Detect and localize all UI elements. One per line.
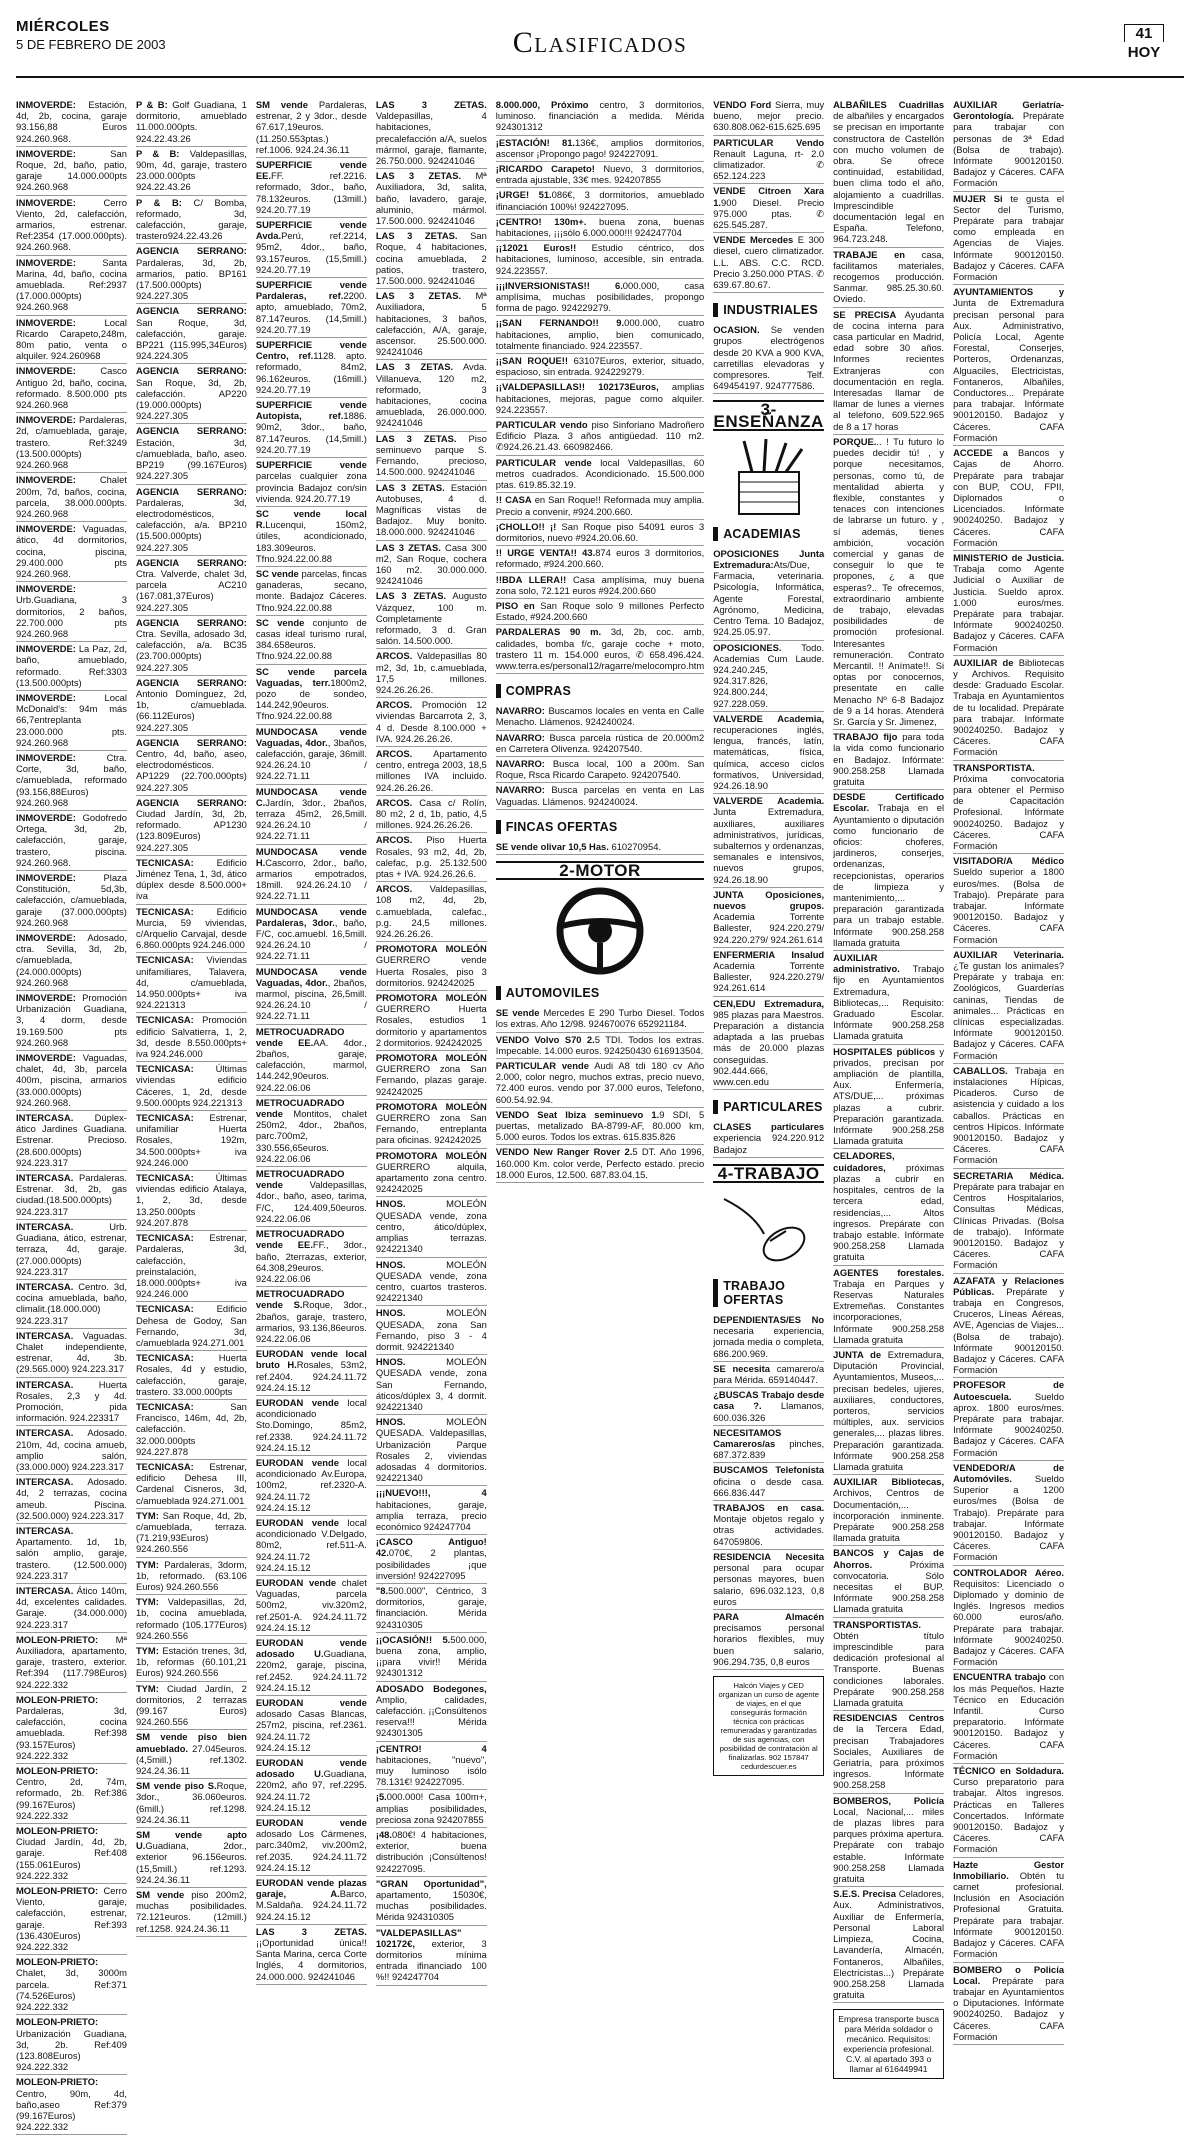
classified-ad: VENDO Ford Sierra, muy bueno, mejor precio. 630.808.062-615.625.695 (713, 98, 824, 136)
classified-ad: INMOVERDE: La Paz, 2d, baño, amueblado, reformado. Ref:3303 (13.500.000pts) (16, 642, 127, 691)
classified-ad: EURODAN vende plazas garaje, A.Barco, M.Saldaña. 924.24.11.72 924.24.15.12 (256, 1876, 367, 1925)
classified-ad: PORQUE... ! Tu futuro lo puedes decidir tú! , y porque necesitamos, personas, como tú, de mentalidad abierta y flexible, constantes y tenaces con intenciones de labrarse un futuro. y , sí además, tienes ambición, vocación comercial y ganas de conseguir lo que te propones, ¿ a que esperas?.. Te ofrecemos, extraordinario ambiente de trabajo, elevadas posibilidades de promoción profesional. Interesantes remuneración. Contrato Mercantil. !! Anímate!!. Si optas por conocernos, presentate en calle Menacho Nº 6-8 Badajoz de 9 a 14 horas. Atenderá Sr. García y Sr. Jimenez, (833, 435, 944, 730)
classified-ad: CEN,EDU Extremadura, 985 plazas para Maestros. Preparación a distancia adaptada a las pruebas más de 20.000 plazas conseguidas. 902.444.666, www.cen.edu (713, 997, 824, 1091)
classified-ad: INTERCASA. Vaguadas. Chalet independiente, estrenar, 4d, 3b. (29.565.000) 924.223.317 (16, 1329, 127, 1378)
section-title: Clasificados (512, 26, 688, 59)
classified-ad: SUPERFICIE vende EE.FF. ref.2216. reformado, 3dor., baño, 78.132euros. (13mill.) 924.20.77.19 (256, 158, 367, 218)
classified-ad: HNOS. MOLEÓN QUESADA. Valdepasillas, Urbanización Parque Rosales 2, viviendas adosadas 4 dormitorios. 924221340 (376, 1415, 487, 1486)
section-ensenanza: 3-ENSEÑANZA (713, 400, 824, 431)
column-7 (833, 98, 944, 2135)
classified-ad: HNOS. MOLEÓN QUESADA, zona San Fernando, piso 3 - 4 dormit. 924221340 (376, 1306, 487, 1355)
classified-ad: ¡¡¡NUEVO!!!, 4 habitaciones, garaje, amplia terraza, precio económico 924247704 (376, 1486, 487, 1535)
notice-box-travel-course: Halcón Viajes y CED organizan un curso de agente de viajes, en el que conseguirás formación técnica con prácticas remuneradas y garantizadas de sus agencias, con posibilidad de contratación al finalizarlas. 902 157847 cedurdescuer.es (713, 1676, 824, 1776)
classified-ad: TECNICASA: Edificio Murcia, 59 viviendas, c/Arquelio Carvajal, desde 6.860.000pts 924.246.000 (136, 905, 247, 954)
classified-ad: INMOVERDE: Vaguadas, chalet, 4d, 3b, parcela 400m, piscina, armarios (33.000.000pts) 924.260.968. (16, 1051, 127, 1111)
classified-ad: INTERCASA. Adosado. 4d, 2 terrazas, cocina ameub. Piscina. (32.500.000) 924.223.317 (16, 1475, 127, 1524)
classified-ad: P & B: C/ Bomba, reformado, 3d, calefacción, garaje, trastero924.22.43.26 (136, 196, 247, 245)
classified-ad: PROMOTORA MOLEÓN GUERRERO vende Huerta Rosales, piso 3 dormitorios. 924242025 (376, 942, 487, 991)
classified-ad: AUXILIAR de Bibliotecas y Archivos. Requisito desde: Graduado Escolar. Trabaja en Ayuntamientos de tu localidad. Prepárate para trabajar. Infórmate 900240250. Badajoz y Cáceres. CAFA Formación (953, 656, 1064, 761)
classified-ad: SM vende apto U.Guadiana, 2dor., exterior 96.156euros. (15,5mill.) ref.1293. 924.24.36.11 (136, 1828, 247, 1888)
classified-ad: ¡ESTACIÓN! 81.136€, amplios dormitorios, ascensor ¡Propongo pago! 924227091. (496, 136, 704, 162)
classified-ad: INTERCASA. Centro. 3d, cocina amueblada, baño, climalit.(18.000.000) 924.223.317 (16, 1280, 127, 1329)
section-fincas-ofertas: FINCAS OFERTAS (496, 820, 704, 834)
classified-ad: MINISTERIO de Justicia. Trabaja como Agente Judicial o Auxiliar de Justicia. Sueldo aprox. 1.000 euros/mes. Prepárate para trabajar. Infórmate 900240250. Badajoz y Cáceres. CAFA Formación (953, 551, 1064, 656)
classified-ad: ¡5.000.000! Casa 100m+, amplias posibilidades, preciosa zona 924207855 (376, 1790, 487, 1828)
newspaper-brand: HOY (1127, 44, 1161, 61)
pencil-cup-icon (714, 437, 824, 517)
classified-ad: TYM: Valdepasillas, 2d, 1b, cocina amueblada, reformado (105.177Euros) 924.260.556 (136, 1595, 247, 1644)
classified-ad: TYM: Ciudad Jardín, 2 dormitorios, 2 terrazas (99.167 Euros) 924.260.556 (136, 1682, 247, 1731)
classified-ad: SM vende piso bien amueblado. 27.045euros. (4,5mill.) ref.1302. 924.24.36.11 (136, 1730, 247, 1779)
classified-ad: MOLEON-PRIETO: Cerro Viento, garaje, calefacción, estrenar, garaje. Ref:393 (136.430Euros) 924.222.332 (16, 1884, 127, 1955)
classified-ad: JUNTA Oposiciones, nuevos grupos. Academia Torrente Ballester, 924.220.279/ 924.220.279/ 924.261.614 (713, 888, 824, 948)
classified-ad: BOMBERO o Policía Local. Prepárate para trabajar en Ayuntamientos o Diputaciones. Infórmate 900240250. Badajoz y Cáceres. CAFA Formación (953, 1963, 1064, 2045)
classified-ad: PARA Almacén precisamos personal horarios flexibles, muy buen salario, 906.294.735, 0,8 euros (713, 1610, 824, 1670)
classified-ad: INMOVERDE: Chalet 200m, 7d, baños, cocina, parcela, 38.000.000pts. 924.260.968 (16, 473, 127, 522)
classified-ad: SC vende parcela Vaguadas, terr.1800m2, pozo de sondeo, 144.242,90euros. Tfno.924.22.00.88 (256, 665, 367, 725)
classified-ad: TRABAJOS en casa. Montaje objetos regalo y otras actividades. 647059806. (713, 1501, 824, 1550)
classified-ad: ¡URGE! 51.086€, 3 dormitorios, amueblado ifinanciación 100%! 924227095. (496, 188, 704, 214)
classified-ad: BANCOS y Cajas de Ahorros. Próxima convocatoria. Sólo necesitas el BUP. Infórmate 900.258.258 Llamada gratuita (833, 1546, 944, 1617)
classified-ad: INMOVERDE: Estación, 4d, 2b, cocina, garaje 93.156,88 Euros 924.260.968. (16, 98, 127, 147)
classified-ad: INMOVERDE: Local McDonald's: 94m más 66,7entreplanta 23.000.000 pts. 924.260.968 (16, 691, 127, 751)
section-automoviles: AUTOMOVILES (496, 986, 704, 1000)
classified-ad: TECNICASA: Edificio Dehesa de Godoy, San Fernando, 3d, c/amueblada 924.271.001 (136, 1302, 247, 1351)
classified-ad: !! CASA en San Roque!! Reformada muy amplia. Precio a convenir, #924.200.660. (496, 493, 704, 519)
classified-ad: ¡CHOLLO!! ¡! San Roque piso 54091 euros 3 dormitorios, nuevo #924.20.06.60. (496, 520, 704, 546)
classified-ad: SUPERFICIE vende Pardaleras, ref.2200. apto, amueblado, 70m2, 87.147euros. (14,5mill.) 924.20.77.19 (256, 278, 367, 338)
section-trabajo: 4-TRABAJO (713, 1164, 824, 1183)
classified-ad: TECNICASA: Huerta Rosales, 4d y estudio, calefacción, garaje, trastero. 33.000.000pts (136, 1351, 247, 1400)
classified-ad: INMOVERDE: Vaguadas, ático, 4d dormitorios, cocina, piscina, 29.400.000 pts 924.260.968. (16, 522, 127, 582)
classified-ad: SM vende Pardaleras, estrenar, 2 y 3dor., desde 67.617,19euros. (11.250.553ptas.) ref.1006. 924.24.36.11 (256, 98, 367, 158)
classified-ad: RESIDENCIA Necesita personal para ocupar personas mayores, buen salario, 696.032.123, 0,8 euros (713, 1550, 824, 1610)
column-1 (16, 98, 127, 2135)
classified-ad: NAVARRO: Buscamos locales en venta en Calle Menacho. Llámenos. 924240024. (496, 704, 704, 730)
classified-ad: AZAFATA y Relaciones Públicas. Prepárate y trabaja en Congresos, Cruceros, Líneas Aéreas, AVE, Agencias de Viajes...(Bolsa de trabajo). Infórmate 900120150. Badajoz y Cáceres. CAFA Formación (953, 1274, 1064, 1379)
classified-ad: ADOSADO Bodegones, Amplio, calidades, calefacción. ¡¡Consúltenos reserva!!! Mérida 924301305 (376, 1682, 487, 1742)
classified-ad: PARTICULAR vende local Valdepasillas, 60 metros cuadrados. Acondicionado. 15.500.000 ptas. 619.85.32.19. (496, 456, 704, 494)
classified-ad: LAS 3 ZETAS. Estación Autobuses, 4 d. Magníficas vistas de Badajoz. Muy bonito. 18.000.000. 924241046 (376, 481, 487, 541)
section-industriales: INDUSTRIALES (713, 303, 824, 317)
classified-ad: ¡CENTRO! 130m+. buena zona, buenas habitaciones, ¡¡¡sólo 6.000.000!!! 924247704 (496, 215, 704, 241)
column-2 (136, 98, 247, 2135)
classified-ad: SUPERFICIE vende Autopista, ref.1886. 90m2, 3dor., baño, 87.147euros. (14,5mill.) 924.20.77.19 (256, 398, 367, 458)
classified-ad: TECNICASA: Estrenar, Pardaleras, 3d, calefacción, preinstalación, 18.000.000pts+ iva 924.246.000 (136, 1231, 247, 1302)
classified-ad: !!BDA LLERA!! Casa amplísima, muy buena zona solo, 72.121 euros #924.200.660 (496, 573, 704, 599)
classified-ad: NECESITAMOS Camareros/as pinches, 687.372.839 (713, 1426, 824, 1464)
classified-ad: INMOVERDE: Promoción Urbanización Guadiana, 3, 4 dorm, desde 19.169.500 pts 924.260.968 (16, 991, 127, 1051)
classified-ad: LAS 3 ZETAS. Valdepasillas, 4 habitaciones, precalefacción a/A, suelos mármol, garaje, flamante, 26.750.000. 924241046 (376, 98, 487, 169)
classified-ad: METROCUADRADO vende EE.FF., 3dor., baño, 2terrazas, exterior, 64.308,29euros. 924.22.06.06 (256, 1227, 367, 1287)
classified-ad: MOLEON-PRIETO: Chalet, 3d, 3000m parcela. Ref:371 (74.526Euros) 924.222.332 (16, 1955, 127, 2015)
classified-ad: AUXILIAR Geriatría-Gerontología. Prepárate para trabajar con personas de 3ª Edad (Bolsa de trabajo). Infórmate 900120150. Badajoz y Cáceres. CAFA Formación (953, 98, 1064, 192)
classified-ad: "VALDEPASILLAS" 102172€, exterior, 3 dormitorios mínima entrada ifinanciado 100 %!! 924247704 (376, 1926, 487, 1986)
classified-ad: ARCOS. Casa c/ Rolín, 80 m2, 2 d, 1b, patio, 4,5 millones. 924.26.26.26. (376, 796, 487, 834)
classified-ad: "GRAN Oportunidad", apartamento, 15030€, muchas posibilidades. Mérida 924310305 (376, 1877, 487, 1926)
classified-ad: SECRETARIA Médica. Prepárate para trabajar en Centros Hospitalarios, Consultas Médicas, Clínicas Privadas. (Bolsa de trabajo). Infórmate 900120150. Badajoz y Cáceres. CAFA Formación (953, 1169, 1064, 1274)
classified-ad: VENDE Citroen Xara 1.900 Diesel. Precio 975.000 ptas. ✆ 625.545.287. (713, 184, 824, 233)
classified-ad: VENDEDOR/A de Automóviles. Sueldo Superior a 1200 euros/mes (Bolsa de Trabajo). Prepárate para trabajar. Infórmate 900120150. Badajoz y Cáceres. CAFA Formación (953, 1461, 1064, 1566)
classified-ad: DESDE Certificado Escolar. Trabaja en el Ayuntamiento o diputación como funcionario de oficios: choferes, jardineros, conserjes, ordenanzas, recepcionistas, operarios de limpieza y mantenimiento,... preparación garantizada para un trabajo estable. Infórmate 900.258.258 llamada gratuita (833, 790, 944, 951)
classified-ad: PROFESOR de Autoescuela. Sueldo aprox. 1800 euros/mes. Prepárate para trabajar. Infórmate 900240250. Badajoz y Cáceres. CAFA Formación (953, 1378, 1064, 1460)
classified-ad: ¡¡OCASIÓN!! 5.500.000, buena zona, amplio, ¡¡para vivir!! Mérida 924301312 (376, 1633, 487, 1682)
classified-ad: BUSCAMOS Telefonista oficina o desde casa. 666.836.447 (713, 1463, 824, 1501)
classified-ad: METROCUADRADO vende Montitos, chalet 250m2, 4dor., 2baños, parc.700m2, 330.556,65euros. 924.22.06.06 (256, 1096, 367, 1167)
classified-ad: SC vende parcelas, fincas ganaderas, secano, monte. Badajoz Cáceres. Tfno.924.22.00.88 (256, 567, 367, 616)
classified-ad: EURODAN vende local acondicionado Av.Europa, 100m2, ref.2320-A. 924.24.11.72 924.24.15.12 (256, 1456, 367, 1516)
classified-ad: MOLEON-PRIETO: Mª Auxiliadora, apartamento, garaje, trastero, exterior. Ref:394 (117.798Euros) 924.222.332 (16, 1633, 127, 1693)
classified-ad: TECNICASA: San Francisco, 146m, 4d, 2b, calefacción. 32.000.000pts 924.227.878 (136, 1400, 247, 1460)
classified-ad: PROMOTORA MOLEÓN GUERRERO Huerta Rosales, estudios 1 dormitorio y apartamentos 2 dormitorios. 924242025 (376, 991, 487, 1051)
classified-ad: PARTICULAR Vendo Renault Laguna, rt- 2.0 climatizador. ✆ 652.124.223 (713, 136, 824, 185)
classified-ad: OCASION. Se venden grupos electrógenos desde 20 KVA a 900 KVA, carretillas elevadoras y compresores. Telf. 649454197. 924777586. (713, 323, 824, 394)
classified-ad: VENDO New Ranger Rover 2.5 DT. Año 1996, 160.000 Km. color verde, Perfecto estado. precio 18.000 Euros, 12.500. 687.83.04.15. (496, 1145, 704, 1183)
classified-ad: P & B: Golf Guadiana, 1 dormitorio, amueblado 11.000.000pts. 924.22.43.26 (136, 98, 247, 147)
classified-ad: SC vende conjunto de casas ideal turismo rural, 384.658euros. Tfno.924.22.00.88 (256, 616, 367, 665)
classified-ad: ¡¡SAN ROQUE!! 63107Euros, exterior, situado, espacioso, sin entrada. 924229279. (496, 354, 704, 380)
classified-ad: TYM: Pardaleras, 3dorm, 1b, reformado. (63.106 Euros) 924.260.556 (136, 1558, 247, 1596)
classified-ad: INTERCASA. Dúplex-ático Jardines Guadiana. Estrenar. Precioso.(28.600.000pts) 924.223.317 (16, 1111, 127, 1171)
classified-ad: SC vende local R.Lucenqui, 150m2, útiles, acondicionado, 183.309euros. Tfno.924.22.00.88 (256, 507, 367, 567)
classified-ad: ALBAÑILES Cuadrillas de albañiles y encargados se precisan en importante constructora de Castellón con mucho volumen de obra. Se ofrece continuidad, estabilidad, buen clima todo el año, alojamiento a cuadrillas. Imprescindible documentación legal en España. Telefono, 964.723.248. (833, 98, 944, 248)
classified-ad: INMOVERDE: Urb.Guadiana, 3 dormitorios, 2 baños, 22.700.000 pts 924.260.968 (16, 582, 127, 642)
classified-ad: AGENCIA SERRANO: Centro, 4d, baño, aseo, electrodomésticos. AP1229 (22.700.000pts) 924.227.305 (136, 736, 247, 796)
classified-ad: LAS 3 ZETAS. ¡¡Oportunidad única!! Santa Marina, cerca Corte Inglés, 4 dormitorios, 24.000.000. 924241046 (256, 1925, 367, 1985)
page-header (16, 18, 1184, 88)
classified-ad: AGENCIA SERRANO: San Roque, 3d, calefacción, garaje. BP221 (115.995,34Euros) 924.224.305 (136, 304, 247, 364)
classified-ad: TECNICASA: Últimas viviendas edificio Atalaya, 1, 2, 3d, desde 13.250.000pts 924.207.878 (136, 1171, 247, 1231)
classified-ad: AGENCIA SERRANO: Pardaleras, 3d, electrodomésticos, calefacción, a/a. BP210 (15.500.000pts) 924.227.305 (136, 485, 247, 556)
classified-ad: CLASES particulares experiencia 924.220.912 Badajoz (713, 1120, 824, 1158)
classified-ad: AGENCIA SERRANO: San Roque, 3d, 2b, calefacción. AP220 (19.000.000pts) 924.227.305 (136, 364, 247, 424)
classified-ad: INMOVERDE: Pardaleras, 2d, c/amueblada, garaje, trastero. Ref:3249 (13.500.000pts) 924.260.968 (16, 413, 127, 473)
classified-ad: METROCUADRADO vende EE.AA. 4dor., 2baños, garaje, calefacción, marmol, 144.242,90euros. 924.22.06.06 (256, 1025, 367, 1096)
classified-ad: SUPERFICIE vende parcelas cualquier zona provincia Badajoz con/sin vivienda. 924.20.77.19 (256, 458, 367, 507)
classified-ad: MOLEON-PRIETO: Centro, 2d, 74m, reformado, 2b. Ref:386 (99.167Euros) 924.222.332 (16, 1764, 127, 1824)
classified-ad: AGENCIA SERRANO: Antonio Domínguez, 2d, 1b, c/amueblada. (66.112Euros) 924.227.305 (136, 676, 247, 736)
classified-ad: TECNICASA: Promoción edificio Salvatierra, 1, 2, 3d, desde 8.550.000pts+ iva 924.246.000 (136, 1013, 247, 1062)
classified-ad: TECNICASA: Estrenar, unifamiliar Huerta Rosales, 192m, 34.500.000pts+ iva 924.246.000 (136, 1111, 247, 1171)
classified-ad: ¡CENTRO! 4 habitaciones, "nuevo", muy luminoso isólo 78.131€! 924227095. (376, 1742, 487, 1791)
classified-ad: ENCUENTRA trabajo con los más Pequeños. Hazte Técnico en Educación Infantil. Curso preparatorio. Infórmate 900120150. Badajoz y Cáceres. CAFA Formación (953, 1670, 1064, 1764)
header-day: MIÉRCOLES (16, 18, 110, 35)
header-date: 5 DE FEBRERO DE 2003 (16, 37, 166, 52)
classified-ad: AGENCIA SERRANO: Ciudad Jardín, 3d, 2b, reformado. AP1230 (123.809Euros) 924.227.305 (136, 796, 247, 856)
classified-ad: SE vende Mercedes E 290 Turbo Diesel. Todos los extras. Año 12/98. 924670076 652921184. (496, 1006, 704, 1032)
classified-ad: METROCUADRADO vende Valdepasillas, 4dor., baño, aseo, tarima, F/C, 124.409,50euros. 924.22.06.06 (256, 1167, 367, 1227)
classified-ad: 8.000.000, Próximo centro, 3 dormitorios, luminoso. financiación a medida. Mérida 924301312 (496, 98, 704, 136)
classified-ad: NAVARRO: Busca parcela rústica de 20.000m2 en Carretera Olivenza. 924207540. (496, 731, 704, 757)
section-academias: ACADEMIAS (713, 527, 824, 541)
classified-ad: NAVARRO: Busca local, 100 a 200m. San Roque, Rsca Ricardo Carapeto. 924207540. (496, 757, 704, 783)
classified-ad: LAS 3 ZETAS. Augusto Vázquez, 100 m. Completamente reformado, 3 d. Gran salón. 14.500.000. (376, 589, 487, 649)
section-motor: 2-MOTOR (496, 861, 704, 880)
classified-ad: CABALLOS. Trabaja en instalaciones Hípicas, Picaderos. Curso de asistencia y cuidado a los caballos. Prácticas en centros Hípicos. Infórmate 900120150. Badajoz y Cáceres. CAFA Formación (953, 1064, 1064, 1169)
classified-ad: RESIDENCIAS Centros de la Tercera Edad, precisan Trabajadores Sociales, Auxiliares de Geriatría, para próximos ingresos. Infórmate 900.258.258 (833, 1711, 944, 1793)
notice-box-transport: Empresa transporte busca para Mérida soldador o mecánico. Requisitos: experiencia profesional. C.V. al apartado 393 o llamar al 616449941 (833, 2009, 944, 2079)
classified-ad: VALVERDE Academia. Junta Extremadura, auxiliares, auxiliares administrativos, jurídicas, subalternos y ordenanzas, semanales e intensivos, nuevos grupos, 924.26.18.90 (713, 794, 824, 888)
classified-ad: ACCEDE a Bancos y Cajas de Ahorro. Prepárate para trabajar con BUP, COU, FPII, Diplomados o Licenciados. Infórmate 900240250. Badajoz y Cáceres. CAFA Formación (953, 446, 1064, 551)
classified-ad: INTERCASA. Adosado. 210m, 4d, cocina amueb, amplio salón, (33.000.000) 924.223.317 (16, 1426, 127, 1475)
classified-ad: NAVARRO: Busca parcelas en venta en Las Vaguadas. Llámenos. 924240024. (496, 783, 704, 809)
classified-ad: SM vende piso S.Roque, 3dor., 36.060euros. (6mill.) ref.1298. 924.24.36.11 (136, 1779, 247, 1828)
classified-ad: MOLEON-PRIETO: Centro, 90m, 4d, baño,aseo Ref:379 (99.167Euros) 924.222.332 (16, 2075, 127, 2135)
classified-ad: SE vende olivar 10,5 Has. 610270954. (496, 840, 704, 855)
classified-ad: HNOS. MOLEÓN QUESADA vende, zona San Fernando, áticos/dúplex 3, 4 dormit. 924221340 (376, 1355, 487, 1415)
classified-ad: INMOVERDE: Santa Marina, 4d, baño, cocina amueblada. Ref:2937 (17.000.000pts) 924.260.968 (16, 256, 127, 316)
classified-ad: MUNDOCASA vende H.Cascorro, 2dor., baño, armarios empotrados, 18mill. 924.26.24.10 / 924.22.71.11 (256, 845, 367, 905)
computer-mouse-icon (714, 1189, 824, 1269)
classified-ad: SM vende piso 200m2, muchas posibilidades. 72.121euros. (12mill.) ref.1258. 924.24.36.11 (136, 1888, 247, 1937)
classified-ad: INTERCASA. Pardaleras. Estrenar. 3d, 2b, gas ciudad.(18.500.000pts) 924.223.317 (16, 1171, 127, 1220)
classified-ad: JUNTA de Extremadura, Diputación Provincial, Ayuntamientos, Museos,... precisan bedeles, ujieres, auxiliares, conductores, porteros, servicios múltiples, aux. servicios generales,... plazas libres. Preparación garantizada. Infórmate 900.258.258 Llamada gratuita (833, 1348, 944, 1475)
classified-ad: CELADORES, cuidadores, próximas plazas a cubrir en hospitales, centros de la tercera edad, residencias,... Altos ingresos. Prepárate con trabajo estable. Infórmate 900.258.258 Llamada gratuita (833, 1149, 944, 1265)
classified-ad: TÉCNICO en Soldadura. Curso preparatorio para trabajar. Altos ingresos. Prácticas en Talleres Concertados. Infórmate 900120150. Badajoz y Cáceres. CAFA Formación (953, 1764, 1064, 1858)
classified-ad: AGENCIA SERRANO: Ctra. Sevilla, adosado 3d, calefacción, a/a. BC35 (23.700.000pts) 924.227.305 (136, 616, 247, 676)
classified-ad: LAS 3 ZETAS. Casa 300 m2, San Roque, cochera 160 m2. 30.000.000. 924241046 (376, 541, 487, 590)
classified-ad: SE PRECISA Ayudanta de cocina interna para casa particular en Madrid, edad sobre 30 años. Informes recientes Extranjeras con documentación en regla. Interesadas llamar de llamar de lunes a viernes al telefono, 609.522.965 de 8 a 17 horas (833, 308, 944, 435)
classified-ad: !! URGE VENTA!! 43.874 euros 3 dormitorios, reformado, #924.200.660. (496, 546, 704, 572)
classified-ad: ¡¡¡INVERSIONISTAS!! 6.000.000, casa amplísima, muchas posibilidades, propongo forma de pago. 924229279. (496, 279, 704, 317)
classified-ad: ¡RICARDO Carapeto! Nuevo, 3 dormitorios, entrada ajustable, 33€ mes. 924207855 (496, 162, 704, 188)
classified-ad: INTERCASA. Huerta Rosales, 2,3 y 4d. Promoción, pida información. 924.223317 (16, 1378, 127, 1427)
classified-ad: PROMOTORA MOLEÓN GUERRERO alquila, apartamento zona centro. 924242025 (376, 1149, 487, 1198)
classified-ad: VENDO Volvo S70 2.5 TDI. Todos los extras. Impecable. 14.000 euros. 924250430 616913504. (496, 1033, 704, 1059)
steering-wheel-icon (550, 886, 650, 976)
classified-ad: AUXILIAR Veterinaria. ¿Te gustan los animales? Prepárate y trabaja en: Zoológicos, Guarderías caninas, Tiendas de animales... Prácticas en clínicas especializadas. Infórmate 900120150. Badajoz y Cáceres. CAFA Formación (953, 948, 1064, 1064)
classified-ad: MUJER Si te gusta el Sector del Turismo, Prepárate para trabajar como empleada en Agencias de Viajes. Infórmate 900120150. Badajoz y Cáceres. CAFA Formación (953, 192, 1064, 286)
classified-ad: SUPERFICIE vende Centro, ref.1128. apto. reformado, 84m2, 96.162euros. (16mill.) 924.20.77.19 (256, 338, 367, 398)
classified-ad: BOMBEROS, Policía Local, Nacional,... miles de plazas libres para parques próxima apertura. Prepárate con trabajo estable. Infórmate 900.258.258 Llamada gratuita (833, 1794, 944, 1888)
classified-ad: LAS 3 ZETAS. Piso seminuevo parque S. Fernando, precioso, 14.500.000. 924241046 (376, 432, 487, 481)
classified-ad: ARCOS. Promoción 12 viviendas Barcarrota 2, 3, 4 d. Desde 8.100.000 + IVA. 924.26.26.26. (376, 698, 487, 747)
classified-ad: OPOSICIONES Junta Extremadura:Ats/Due, Farmacia, veterinaria. Psicología, Informática, Agente Forestal, Agrónomo, Medicina, Centro Tema. 10 Badajoz, 924.25.05.97. (713, 547, 824, 641)
classified-ad: PROMOTORA MOLEÓN GUERRERO zona San Fernando, entreplanta para oficinas. 924242025 (376, 1100, 487, 1149)
classified-ad: VENDE Mercedes E 300 diesel, cuero climatizador. L.L. ABS. C.C. RCD. Precio 3.250.000 PTAS. ✆ 639.67.80.67. (713, 233, 824, 293)
classified-ad: AGENCIA SERRANO: Pardaleras, 3d, 2b, armarios, patio. BP161 (17.500.000pts) 924.227.305 (136, 244, 247, 304)
classified-ad: TYM: Estación trenes, 3d, 1b, reformas (60.101,21 Euros) 924.260.556 (136, 1644, 247, 1682)
classified-ad: PISO en San Roque solo 9 millones Perfecto Estado, #924.200.660 (496, 599, 704, 625)
classified-ad: TRABAJO fijo para toda la vida como funcionario en Badajoz. Infórmate: 900.258.258 Llamada gratuita (833, 730, 944, 790)
classified-ad: LAS 3 ZETAS. Mª Auxiliadora, 3d, salita, baño, lavadero, garaje, aluminio, mármol. 17.500.000. 924241046 (376, 169, 487, 229)
classified-ad: TECNICASA: Edificio Jiménez Tena, 1, 3d, ático dúplex desde 8.500.000+ iva (136, 856, 247, 905)
classified-ad: MUNDOCASA vende C.Jardín, 3dor., 2baños, terraza 45m2, 26,5mill. 924.26.24.10 / 924.22.71.11 (256, 785, 367, 845)
classified-ad: SE necesita camarero/a para Mérida. 659140447. (713, 1362, 824, 1388)
classified-ad: EURODAN vende adosado Los Cármenes, parc.340m2, viv.200m2, ref.2035. 924.24.11.72 924.24.15.12 (256, 1816, 367, 1876)
classified-ad: PARTICULAR vende Audi A8 tdi 180 cv Año 2.000, color negro, muchos extras, precio nuevo, 72.400 euros. vendo por 37.000 euros, Telefono, 600.54.92.94. (496, 1059, 704, 1108)
classified-ad: LAS 3 ZETAS. Mª Auxiliadora, 5 habitaciones, 3 baños, calefacción, A/A, garaje, ascensor. 25.500.000. 924241046 (376, 289, 487, 360)
classified-ad: TYM: San Roque, 4d, 2b, c/amueblada, terraza. (71.219,93Euros) 924.260.556 (136, 1509, 247, 1558)
classified-ad: INMOVERDE: Local Ricardo Carapeto,248m, 80m patio, venta o alquiler. 924.260968 (16, 316, 127, 365)
column-3 (256, 98, 367, 2135)
classified-ad: TECNICASA: Viviendas unifamiliares, Talavera, 4d, c/amueblada, 14.950.000pts+ iva 924.221313 (136, 953, 247, 1013)
classified-ad: LAS 3 ZETAS. Avda. Villanueva, 120 m2, reformado, 3 habitaciones, cocina amueblada, 26.000.000. 924241046 (376, 360, 487, 431)
classified-ad: INMOVERDE: Godofredo Ortega, 3d, 2b, calefacción, garaje, trastero, piscina. 924.260.968. (16, 811, 127, 871)
classified-ad: ¡¡SAN FERNANDO!! 9.000.000, cuatro habitaciones, amplio, bien comunicado, totalmente financiado. 924.223557. (496, 316, 704, 354)
classified-ad: INMOVERDE: Adosado, ctra. Sevilla, 3d, 2b, c/amueblada, (24.000.000pts) 924.260.968 (16, 931, 127, 991)
classified-ad: OPOSICIONES. Todo. Academias Cum Laude. 924.240.245, 924.317.826, 924.800.244, 927.228.059. (713, 641, 824, 712)
column-4 (376, 98, 487, 2135)
section-trabajo-ofertas: TRABAJO OFERTAS (713, 1279, 824, 1307)
header-rule (16, 76, 1184, 78)
classified-ad: INMOVERDE: Ctra. Corte, 3d, baño, c/amueblada, reformado (93.156,88Euros) 924.260.968 (16, 751, 127, 811)
page-number: 41 (1124, 24, 1164, 42)
classified-ad: ¿BUSCAS Trabajo desde casa ?. Llamanos, 600.036.326 (713, 1388, 824, 1426)
classified-ad: TRANSPORTISTAS. Obtén título imprescindible para dedicación profesional al Transporte. Buenas condiciones laborales. Prepárate 900.258.258 Llamada gratuita (833, 1618, 944, 1712)
classified-ad: AGENCIA SERRANO: Ctra. Valverde, chalet 3d, parcela AC210 (167.081,37Euros) 924.227.305 (136, 556, 247, 616)
classified-ad: TRABAJE en casa, facilitamos materiales, recogemos producción. Sanmar. 985.25.30.60. Oviedo. (833, 248, 944, 308)
classified-ad: INMOVERDE: San Roque, 2d, baño, patio, garaje 14.000.000pts 924.260.968 (16, 147, 127, 196)
classified-ad: INTERCASA. Ático 140m, 4d, excelentes calidades. Garaje. (34.000.000) 924.223.317 (16, 1584, 127, 1633)
classified-ad: INMOVERDE: Plaza Constitución, 5d,3b, calefacción, c/amueblada, garaje (37.000.000pts) 924.260.968 (16, 871, 127, 931)
classified-ad: ARCOS. Piso Huerta Rosales, 93 m2, 4d, 2b, calefac, p.g. 25.132.500 ptas + IVA. 924.26.26.6. (376, 833, 487, 882)
classified-ad: EURODAN vende local acondicionado V.Delgado, 80m2, ref.511-A. 924.24.11.72 924.24.15.12 (256, 1516, 367, 1576)
classified-ad: ¡¡VALDEPASILLAS!! 102173Euros, amplias habitaciones, mejoras, pague como alquiler. 924.223557. (496, 380, 704, 418)
classified-ad: MUNDOCASA vende Vaguadas, 4dor., 3baños, calefacción, garaje, 36mill. 924.26.24.10 / 924.22.71.11 (256, 725, 367, 785)
classified-ad: INTERCASA. Apartamento. 1d, 1b, salón amplio, garaje, trastero. (12.500.000) 924.223.317 (16, 1524, 127, 1584)
classified-ad: VENDO Seat Ibiza seminuevo 1.9 SDI, 5 puertas, metalizado BA-8799-AF, 80.000 km, 5.000 euros. Todos los extras. 615.835.826 (496, 1108, 704, 1146)
classified-ad: MOLEON-PRIETO: Urbanización Guadiana, 3d, 2b. Ref:409 (123.808Euros) 924.222.332 (16, 2015, 127, 2075)
section-particulares: PARTICULARES (713, 1100, 824, 1114)
classified-ad: AUXILIAR administrativo. Trabajo fijo en Ayuntamientos Extremadura, Bibliotecas,... Requisito: Graduado Escolar. Infórmate 900.258.258 Llamada gratuita (833, 951, 944, 1045)
classified-ad: EURODAN vende chalet Vaguadas, parcela 500m2, viv.320m2, ref.2501-A. 924.24.11.72 924.24.15.12 (256, 1576, 367, 1636)
classified-ad: MUNDOCASA vende Pardaleras, 3dor., baño, F/C, coc.amuebl. 16,5mill. 924.26.24.10 / 924.22.71.11 (256, 905, 367, 965)
classified-ad: AUXILIAR Bibliotecas, Archivos, Centros de Documentación,... incorporación inminente. Prepárate 900.258.258 llamada gratuita (833, 1475, 944, 1546)
classified-ad: EURODAN vende adosado Casas Blancas, 257m2, piscina, ref.2361. 924.24.11.72 924.24.15.12 (256, 1696, 367, 1756)
classified-ad: CONTROLADOR Aéreo. Requisitos: Licenciado o Diplomado y dominio de Inglés. Ingresos medios 60.000 euros/año. Prepárate para trabajar. Infórmate 900240250. Badajoz y Cáceres. CAFA Formación (953, 1566, 1064, 1671)
classified-ad: MUNDOCASA vende Vaguadas, 4dor., 2baños, marmol, piscina, 26,5mill. 924.26.24.10 / 924.22.71.11 (256, 965, 367, 1025)
classified-ad: INTERCASA. Urb. Guadiana, ático, estrenar, terraza, 4d, garaje. (27.000.000pts) 924.223.317 (16, 1220, 127, 1280)
classified-ad: ¡48.080€! 4 habitaciones, exterior, buena distribución ¡Consúltenos! 924227095. (376, 1828, 487, 1877)
classified-ad: MOLEON-PRIETO: Pardaleras, 3d, calefacción, cocina amueblada. Ref:398 (93.157Euros) 924.222.332 (16, 1693, 127, 1764)
classified-ad: INMOVERDE: Casco Antiguo 2d, baño, cocina, reformado. 8.500.000 pts 924.260.968 (16, 364, 127, 413)
column-8 (953, 98, 1064, 2135)
classified-ad: ¡¡12021 Euros!! Estudio céntrico, dos habitaciones, luminoso, accesible, sin entrada. 924.223557. (496, 241, 704, 279)
classified-ad: AYUNTAMIENTOS y Junta de Extremadura precisan personal para Aux. Administrativo, Policía Local, Agente Forestal, Conserjes, Porteros, Ordenanzas, Alguaciles, Electricistas, Fontaneros, Albañiles, Conductores... Prepárate para trabajar. Infórmate 900120150. Badajoz y Cáceres. CAFA Formación (953, 285, 1064, 446)
classified-ad: VISITADOR/A Médico Sueldo superior a 1800 euros/mes. (Bolsa de Trabajo). Prepárate para trabajar. Infórmate 900120150. Badajoz y Cáceres. CAFA Formación (953, 854, 1064, 948)
classified-ad: PARDALERAS 90 m. 3d, 2b, coc. amb, calidades, bomba f/c, garaje coche + moto, trastero 11 m. 154.000 euros, ✆ 658.496.424. www.terra.es/personal12/ragarre/melocompro.htm (496, 625, 704, 674)
classified-ad: METROCUADRADO vende S.Roque, 3dor., 2baños, garaje, trastero, armarios, 93.136,86euros. 924.22.06.06 (256, 1287, 367, 1347)
classified-ad: INMOVERDE: Cerro Viento, 2d, calefacción, armarios, estrenar. Ref:2354 (17.000.000pts). 924.260.968. (16, 196, 127, 256)
classified-ad: HNOS. MOLEÓN QUESADA vende, zona centro, cuartos trasteros. 924221340 (376, 1258, 487, 1307)
classified-ad: ARCOS. Valdepasillas 80 m2, 3d, 1b, c.amueblada, 17,5 millones. 924.26.26.26. (376, 649, 487, 698)
classified-ad: ENFERMERIA Insalud Academia Torrente Ballester, 924.220.279/ 924.261.614 (713, 948, 824, 997)
classified-ad: ARCOS. Valdepasillas, 108 m2, 4d, 2b, c.amueblada, calefac., p.g. 24,5 millones. 924.26.26.26. (376, 882, 487, 942)
classified-ad: TECNICASA: Últimas viviendas edificio Cáceres, 1, 2d, desde 9.500.000pts 924.221313 (136, 1062, 247, 1111)
classified-ad: Hazte Gestor Inmobiliario. Obtén tu carnet profesional. Inclusión en Asociación Profesional Gratuita. Prepárate para trabajar. Infórmate 900120150. Badajoz y Cáceres. CAFA Formación (953, 1858, 1064, 1963)
classified-ad: TRANSPORTISTA. Próxima convocatoria para obtener el Permiso de Capacitación Profesional. Infórmate 900240250. Badajoz y Cáceres. CAFA Formación (953, 761, 1064, 855)
classified-ad: EURODAN vende adosado U.Guadiana, 220m2, garaje, piscina, ref.2452. 924.24.11.72 924.24.15.12 (256, 1636, 367, 1696)
classified-ad: EURODAN vende local bruto H.Rosales, 53m2, ref.2404. 924.24.11.72 924.24.15.12 (256, 1347, 367, 1396)
classified-ad: P & B: Valdepasillas, 90m, 4d, garaje, trastero 23.000.000pts 924.22.43.26 (136, 147, 247, 196)
classified-ad: AGENCIA SERRANO: Estación, 3d, c/amueblada, baño, aseo. BP219 (99.167Euros) 924.227.305 (136, 424, 247, 484)
classified-ad: MOLEON-PRIETO: Ciudad Jardín, 4d, 2b, garaje. Ref:408 (155.061Euros) 924.222.332 (16, 1824, 127, 1884)
classified-ad: HNOS. MOLEÓN QUESADA vende, zona centro, ático/dúplex, amplias terrazas. 924221340 (376, 1197, 487, 1257)
classified-ad: S.E.S. Precisa Celadores, Aux. Administrativos, Auxiliar de Enfermería, Personal Laboral Limpieza, Cocina, Lavandería, Almacén, Fontaneros, Albañiles, Electricistas...) Prepárate 900.258.258 Llamada gratuita (833, 1887, 944, 2003)
column-5 (496, 98, 704, 2135)
column-6 (713, 98, 824, 2135)
classified-ad: SUPERFICIE vende Avda.Perú, ref.2214, 95m2, 4dor., baño, 93.157euros. (15,5mill.) 924.20.77.19 (256, 218, 367, 278)
classified-ad: ARCOS. Apartamento centro, entrega 2003, 18,5 millones IVA incluido. 924.26.26.26. (376, 747, 487, 796)
classified-ad: PROMOTORA MOLEÓN GUERRERO zona San Fernando, plazas garaje. 924242025 (376, 1051, 487, 1100)
classifieds-columns (16, 98, 1184, 2133)
classified-ad: VALVERDE Academia, recuperaciones inglés, lengua, francés, latín, matemáticas, física, química, acceso ciclos formativos, Universidad, 924.26.18.90 (713, 712, 824, 794)
classified-ad: LAS 3 ZETAS. San Roque, 4 habitaciones, cocina amueblada, 2 patios, trastero, 17.500.000. 924241046 (376, 229, 487, 289)
classified-ad: AGENTES forestales. Trabaja en Parques y Reservas Naturales Extremeñas. Constantes incorporaciones, Infórmate 900.258.258 Llamada gratuita (833, 1266, 944, 1348)
classified-ad: PARTICULAR vendo piso Sinforiano Madroñero Edificio Plaza. 3 años antigüedad. 110 m2. ✆924.26.21.43. 660982466. (496, 418, 704, 456)
classified-ad: DEPENDIENTAS/ES No necesaria experiencia, jornada media o completa, 686.200.969. (713, 1313, 824, 1362)
classified-ad: EURODAN vende adosado U.Guadiana, 220m2, año 97, ref.2295. 924.24.11.72 924.24.15.12 (256, 1756, 367, 1816)
classified-ad: EURODAN vende local acondicionado Sto.Domingo, 85m2, ref.2338. 924.24.11.72 924.24.15.12 (256, 1396, 367, 1456)
classified-ad: ¡CASCO Antiguo! 42.070€, 2 plantas, posibilidades ¡que inversión! 924227095 (376, 1535, 487, 1584)
classified-ad: TECNICASA: Estrenar, edificio Dehesa III, Cardenal Cisneros, 3d, c/amueblada 924.271.001 (136, 1460, 247, 1509)
classified-ad: "8.500.000", Céntrico, 3 dormitorios, garaje, financiación. Mérida 924310305 (376, 1584, 487, 1633)
section-compras: COMPRAS (496, 684, 704, 698)
classified-ad: HOSPITALES públicos y privados, precisan por ampliación de plantilla, Aux. Enfermería, ATS/DUE,... próximas plazas a cubrir. Preparación garantizada. Infórmate 900.258.258 Llamada gratuita (833, 1045, 944, 1150)
